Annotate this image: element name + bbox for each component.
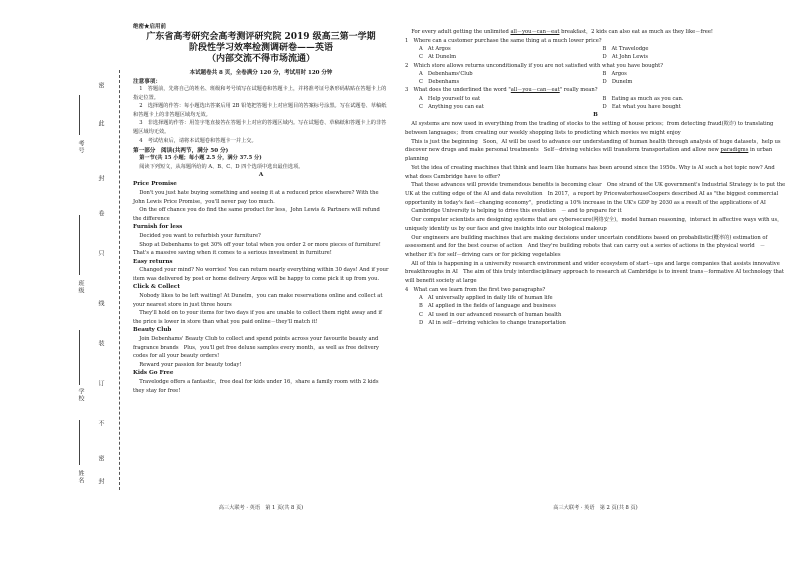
question-2: 2 Which store allows returns unconditionally if you are not satisfied with what you have bought?	[405, 62, 664, 69]
q4-option-d: D AI in self－driving vehicles to change transportation	[419, 319, 566, 326]
passage-b-p3: Yet the idea of creating machines that think and learn like humans has been around since the 1950s. Why is AI such a hot topic now? And what does Cambridge have to offer?	[405, 164, 775, 180]
heading-kids-go-free: Kids Go Free	[133, 370, 174, 377]
question-3	[405, 86, 786, 94]
beauty-club-p2: Reward your passion for beauty today!	[139, 361, 242, 368]
q3-options-row-1	[405, 95, 786, 103]
strip-line-text-7: 密	[97, 455, 104, 463]
question-4: 4 What can we learn from the first two paragraphs?	[405, 286, 546, 293]
q3-option-d: D Eat what you have bought	[602, 104, 681, 111]
q4-option-a: A AI universally applied in daily life of human life	[419, 295, 553, 302]
q1-options-row-1	[405, 45, 786, 53]
note-2: 2 选择题的作答：每小题选出答案后用 2B 铅笔把答题卡上对应题目的答案标号涂黑。写在试题卷、草稿纸和答题卡上的非答题区域均无效。	[133, 103, 387, 118]
binding-strip	[0, 0, 118, 563]
part1-label: 第一部分 阅读(共两节，满分 50 分)	[133, 148, 229, 155]
heading-click-collect: Click & Collect	[133, 284, 180, 291]
click-collect-p2: They'll hold on to your items for two days if you are unable to collect them right away and if the price is lower in store than what you paid online－they'll match it!	[133, 310, 382, 325]
furnish-p1: Decided you want to refurbish your furniture?	[139, 232, 261, 239]
secret-mark: 绝密★启用前	[133, 24, 167, 30]
passage-b-letter: B	[593, 112, 598, 119]
left-content	[133, 22, 389, 395]
section1-instructions: 阅读下列短文，从每题所给的 A、B、C、D 四个选项中选出最佳选项。	[139, 163, 304, 170]
exam-title-3: （内部交流不得市场流通）	[206, 54, 315, 64]
q2-option-b: B Argos	[602, 70, 627, 77]
exam-title-2: 阶段性学习效率检测调研卷——英语	[188, 43, 333, 53]
right-content	[405, 28, 786, 327]
q1-option-b: B At Travelodge	[602, 46, 649, 52]
passage-b-p4: That these advances will provide tremendous benefits is becoming clear One strand of the UK government's Industrial Strategy is to put the UK at the cutting edge of the AI and data revolution In 2017，a report by PricewaterhouseCoopers described AI as "the biggest commercial opportunity in today's fast－changing economy"，predicting a 10% increase in the UK's GDP by 2030 as a result of the applications of AI	[405, 182, 786, 206]
passage-b-p5: Cambridge University is helping to drive this evolution － and to prepare for it	[411, 208, 622, 215]
heading-beauty-club: Beauty Club	[133, 327, 172, 334]
q2-option-c: C Debenhams	[419, 79, 460, 86]
q3-underlined: all－you－can－eat	[510, 87, 560, 94]
kids-go-free-p2	[405, 28, 786, 37]
strip-notice-bot: 线	[97, 300, 104, 308]
section1-label: 第一节(共 15 小题；每小题 2.5 分，满分 37.5 分)	[139, 155, 262, 162]
q4-option-c: C AI used in our advanced research of human health	[419, 311, 562, 318]
strip-notice-mid: 封	[97, 175, 104, 183]
kids-go-free-p1: Travelodge offers a fantastic，free deal for kids under 16，share a family room with 2 kids they stay for free!	[133, 379, 379, 394]
passage-b-p2	[405, 138, 786, 164]
heading-furnish: Furnish for less	[133, 224, 183, 231]
page-2	[397, 0, 794, 563]
school-line	[79, 330, 80, 385]
q4-option-b: B AI applied in the fields of language and business	[419, 303, 556, 310]
intro-b: breakfast，2 kids can also eat as much as they like－free!	[559, 29, 713, 35]
q1-option-c: C At Dunelm	[419, 54, 457, 61]
click-collect-p1: Nobody likes to be left waiting! At Dunelm，you can make reservations online and collect at your nearest store in just three hours	[133, 293, 383, 308]
passage-b-p6: Our computer scientists are designing systems that are cybersecure(网络安全)，model human reasoning，interact in affective ways with us，uniquely identify us by our face and give insights into our biological makeup	[405, 217, 783, 232]
strip-line-text-1: 此	[97, 120, 104, 128]
b2-text: This is just the beginning Soon，AI will be used to advance our understanding of human health through analysis of huge datasets，help us discover new drugs and make personal treatments Self－driving vehicles will transform transportation and allow new	[405, 138, 781, 154]
b2-post: in urban planning	[405, 147, 773, 163]
price-promise-p2: On the off chance you do find the same product for less，John Lewis & Partners will refund the difference	[133, 207, 380, 222]
returns-p1: Changed your mind? No worries! You can return nearly everything within 30 days! And if your item was delivered by post or home delivery Argos will be happy to come pick it up from you.	[133, 267, 389, 282]
q3-option-b: B Eating as much as you can.	[602, 95, 684, 102]
strip-line-text-5: 订	[97, 380, 104, 388]
q3-options-row-2	[405, 103, 786, 111]
strip-line-text-8: 封	[97, 478, 104, 486]
q1-option-d: D At John Lewis	[602, 54, 649, 61]
q2-options-row-2	[405, 78, 786, 86]
heading-price-promise: Price Promise	[133, 181, 177, 188]
passage-b-p7: Our engineers are building machines that are making decisions under uncertain conditions based on probabilistic(概率的) estimation of assessment and for the best course of action And they're building robots that can carry out a series of actions in the physical world － whether it's for self－driving cars or for picking vegetables	[405, 234, 768, 258]
q1-option-a: A At Argos	[419, 46, 451, 52]
furnish-p2: Shop at Debenhams to get 30% off your total when you order 2 or more pieces of furniture! That's a massive saving when it comes to a serious investment in furniture!	[133, 241, 381, 257]
q3-option-c: C Anything you can eat	[419, 104, 484, 111]
exam-no-line	[79, 95, 80, 135]
passage-a-letter: A	[258, 172, 264, 179]
note-1: 1 答题前，先将自己的姓名、班级和考号填写在试题卷和答题卡上，并将准考证号条形码粘贴在答题卡上的指定位置。	[133, 86, 387, 101]
page-1-footer: 高三大联考 · 英语 第 1 页(共 8 页)	[218, 505, 304, 511]
underlined-phrase: all－you－can－eat	[510, 29, 560, 35]
strip-line-text-6: 不	[97, 420, 104, 428]
q2-options-row-1	[405, 70, 786, 78]
label-class: 班级	[77, 280, 84, 294]
q3-post: " really mean?	[559, 87, 598, 94]
b2-underlined: paradigms	[720, 147, 749, 154]
strip-line-text-3: 只	[97, 250, 104, 258]
heading-easy-returns: Easy returns	[133, 258, 173, 265]
label-school: 学校	[77, 388, 84, 402]
notes-label: 注意事项：	[133, 79, 161, 85]
beauty-club-p1: Join Debenhams' Beauty Club to collect and spend points across your favourite beauty and fragrance brands Plus，you'll get free deluxe samples every month，as well as free delivery codes for all your beauty orders!	[133, 336, 379, 360]
passage-b-p8: All of this is happening in a university research environment and wider ecosystem of start－ups and large companies that assists innovative breakthroughs in AI The aim of this truly interdisciplinary approach to research at Cambridge is to invent trans－formative AI technology that will benefit society at large	[405, 260, 784, 285]
note-3: 3 非选择题的作答：用签字笔直接答在答题卡上对应的答题区域内。写在试题卷、草稿纸和答题卡上的非答题区域均无效。	[133, 120, 387, 135]
note-4: 4 考试结束后，请将本试题卷和答题卡一并上交。	[139, 137, 257, 144]
class-line	[79, 215, 80, 275]
strip-line-text-4: 装	[97, 340, 104, 348]
name-line	[79, 420, 80, 465]
exam-title-1: 广东省高考研究会高考测评研究院 2019 级高三第一学期	[146, 32, 376, 42]
label-exam-no: 考号	[77, 140, 84, 154]
price-promise-p1: Don't you just hate buying something and seeing it at a reduced price elsewhere? With the John Lewis Price Promise，you'll never pay too much.	[133, 189, 379, 205]
q3-option-a: A Help yourself to eat	[419, 95, 481, 102]
q3-pre: 3 What does the underlined the word "	[405, 87, 511, 94]
intro-a: For every adult getting the unlimited	[411, 29, 511, 35]
exam-info: 本试题卷共 8 页，全卷满分 120 分，考试用时 120 分钟	[189, 70, 333, 76]
q1-options-row-2	[405, 53, 786, 61]
q2-option-a: A Debenhams'Club	[419, 70, 473, 77]
passage-b-p1: AI systems are now used in everything from the trading of stocks to the setting of house prices；from detecting fraud(欺诈) to translating between languages；from creating our weekly shopping lists to predicting which movies we might enjoy	[405, 121, 774, 137]
label-name: 姓名	[77, 470, 84, 484]
page-2-footer: 高三大联考 · 英语 第 2 页(共 8 页)	[553, 505, 638, 511]
question-1: 1 Where can a customer purchase the same thing at a much lower price?	[405, 37, 602, 44]
strip-line-text-2: 卷	[97, 210, 104, 218]
seal-line	[119, 70, 120, 490]
strip-notice-top: 密	[97, 82, 104, 90]
q2-option-d: D Dunelm	[602, 79, 633, 86]
